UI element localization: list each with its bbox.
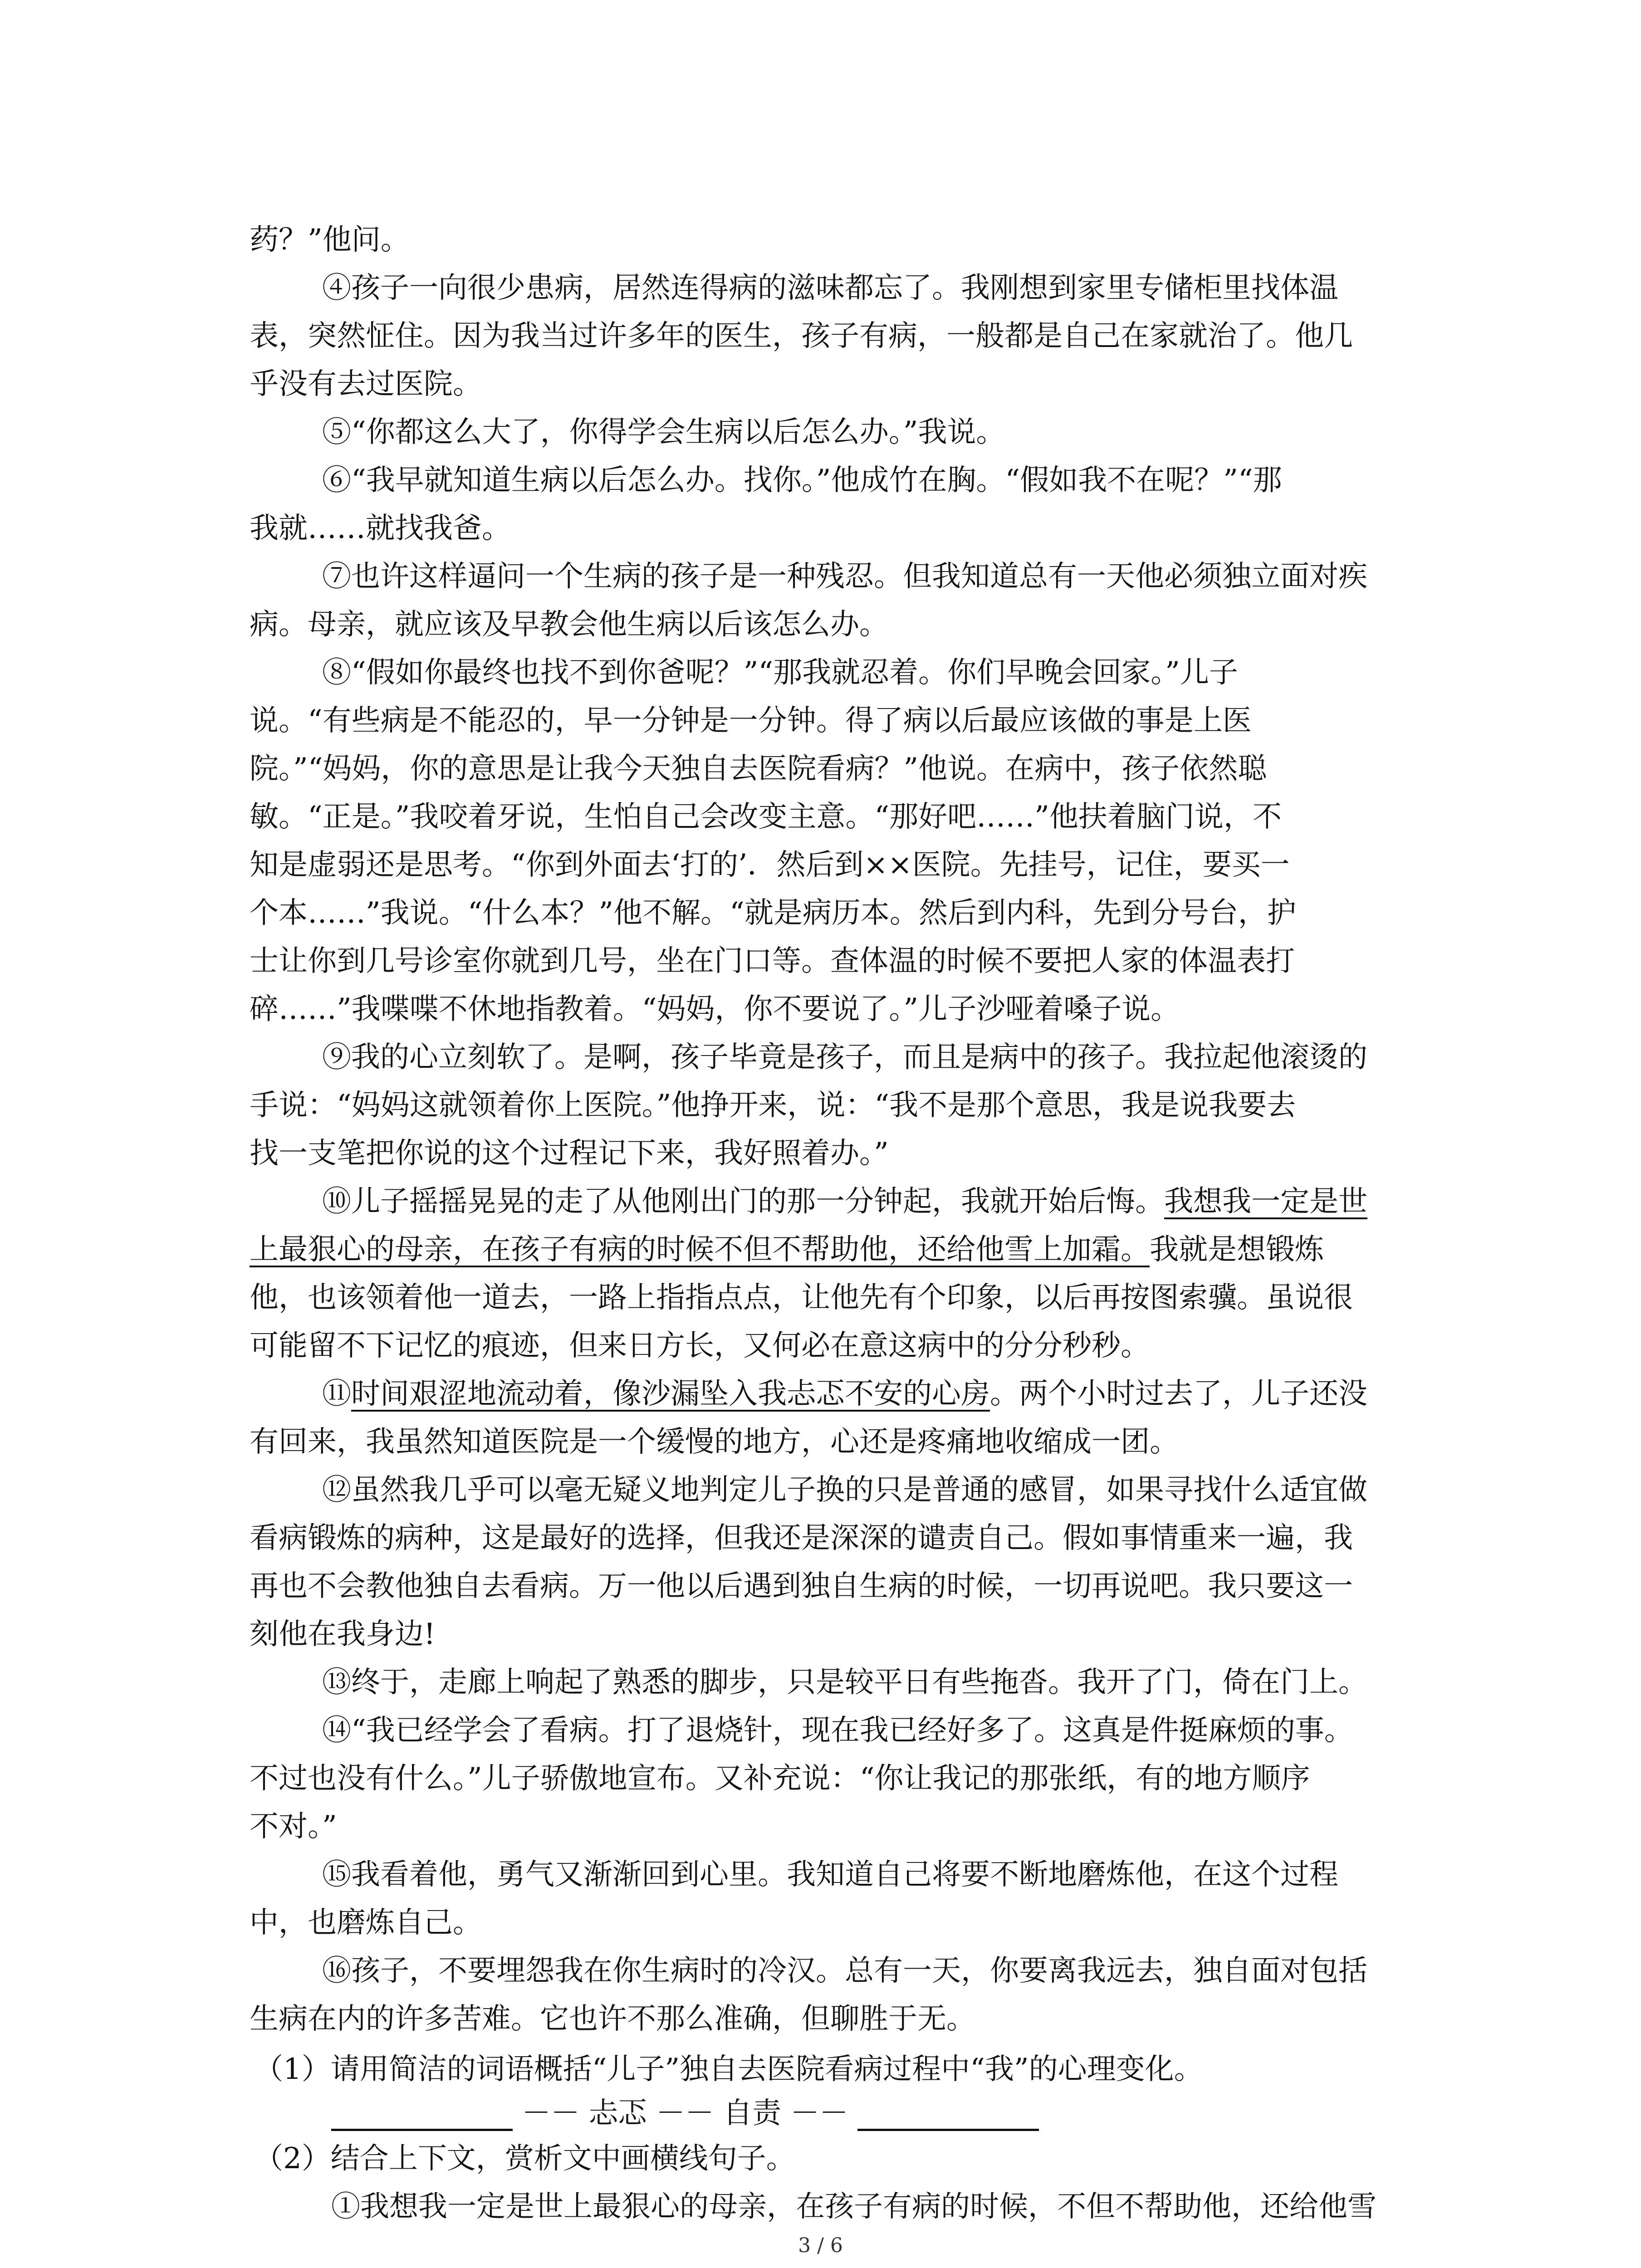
text-line: 药？”他问。 — [250, 223, 410, 257]
paragraph-8-line: ⑧“假如你最终也找不到你爸呢？”“那我就忍着。你们早晚会回家。”儿子 — [322, 656, 1238, 689]
underlined-sentence: 我想我一定是世 — [1164, 1185, 1367, 1218]
text-line: 手说：“妈妈这就领着你上医院。”他挣开来，说：“我不是那个意思，我是说我要去 — [250, 1089, 1296, 1122]
text-line: 有回来，我虽然知道医院是一个缓慢的地方，心还是疼痛地收缩成一团。 — [250, 1425, 1179, 1459]
dash: －－ — [656, 2097, 714, 2130]
text-line: 中，也磨炼自己。 — [250, 1906, 482, 1940]
text-line: 表，突然怔住。因为我当过许多年的医生，孩子有病，一般都是自己在家就治了。他几 — [250, 319, 1353, 353]
text-line: 知是虚弱还是思考。“你到外面去‘打的’．然后到××医院。先挂号，记住，要买一 — [250, 848, 1290, 882]
text-line: 院。”“妈妈，你的意思是让我今天独自去医院看病？”他说。在病中，孩子依然聪 — [250, 752, 1267, 786]
text-line: 病。母亲，就应该及早教会他生病以后该怎么办。 — [250, 608, 888, 641]
text-line: 士让你到几号诊室你就到几号，坐在门口等。查体温的时候不要把人家的体温表打 — [250, 944, 1295, 978]
text-span: 。两个小时过去了，儿子还没 — [990, 1377, 1367, 1411]
paragraph-6-line: ⑥“我早就知道生病以后怎么办。找你。”他成竹在胸。“假如我不在呢？”“那 — [322, 464, 1282, 497]
question-2: （2）结合上下文，赏析文中画横线句子。 — [254, 2142, 795, 2175]
paragraph-5-line: ⑤“你都这么大了，你得学会生病以后怎么办。”我说。 — [322, 415, 1005, 449]
dash: －－ — [790, 2097, 848, 2130]
underlined-sentence: 时间艰涩地流动着，像沙漏坠入我忐忑不安的心房 — [351, 1377, 990, 1411]
text-line: 个本……”我说。“什么本？”他不解。“就是病历本。然后到内科，先到分号台，护 — [250, 896, 1296, 930]
paragraph-10-line — [322, 1184, 1411, 1219]
paragraph-11-line — [322, 1376, 1411, 1412]
text-line: 敏。“正是。”我咬着牙说，生怕自己会改变主意。“那好吧……”他扶着脑门说，不 — [250, 800, 1282, 834]
text-line: 说。“有些病是不能忍的，早一分钟是一分钟。得了病以后最应该做的事是上医 — [250, 704, 1252, 738]
text-line: 生病在内的许多苦难。它也许不那么准确，但聊胜于无。 — [250, 2002, 975, 2036]
text-line: 刻他在我身边! — [250, 1618, 436, 1651]
underlined-sentence: 上最狠心的母亲，在孩子有病的时候不但不帮助他，还给他雪上加霜。 — [250, 1233, 1150, 1266]
text-span: ⑪ — [322, 1377, 351, 1411]
paragraph-15-line: ⑮我看着他，勇气又渐渐回到心里。我知道自己将要不断地磨炼他，在这个过程 — [322, 1858, 1338, 1892]
text-span: ⑩儿子摇摇晃晃的走了从他刚出门的那一分钟起，我就开始后悔。 — [322, 1185, 1164, 1218]
answer-blank-2[interactable] — [857, 2104, 1039, 2131]
paragraph-9-line: ⑨我的心立刻软了。是啊，孩子毕竟是孩子，而且是病中的孩子。我拉起他滚烫的 — [322, 1041, 1367, 1074]
page-number: 3 / 6 — [798, 2234, 843, 2257]
text-line: 乎没有去过医院。 — [250, 367, 482, 401]
paragraph-12-line: ⑫虽然我几乎可以毫无疑义地判定儿子换的只是普通的感冒，如果寻找什么适宜做 — [322, 1473, 1367, 1507]
paragraph-16-line: ⑯孩子，不要埋怨我在你生病时的冷汉。总有一天，你要离我远去，独自面对包括 — [322, 1954, 1367, 1988]
paragraph-7-line: ⑦也许这样逼问一个生病的孩子是一种残忍。但我知道总有一天他必须独立面对疾 — [322, 560, 1367, 593]
paragraph-13-line: ⑬终于，走廊上响起了熟悉的脚步，只是较平日有些拖沓。我开了门，倚在门上。 — [322, 1666, 1367, 1699]
paragraph-14-line: ⑭“我已经学会了看病。打了退烧针，现在我已经好多了。这真是件挺麻烦的事。 — [322, 1714, 1353, 1747]
answer-blank-1[interactable] — [331, 2104, 513, 2131]
text-line: 看病锻炼的病种，这是最好的选择，但我还是深深的谴责自己。假如事情重来一遍，我 — [250, 1521, 1353, 1555]
question-2-item-1: ①我想我一定是世上最狠心的母亲，在孩子有病的时候，不但不帮助他，还给他雪 — [331, 2190, 1376, 2224]
answer-term: 忐忑 — [589, 2097, 647, 2130]
text-line: 碎……”我喋喋不休地指教着。“妈妈，你不要说了。”儿子沙哑着嗓子说。 — [250, 992, 1180, 1026]
answer-term: 自责 — [723, 2097, 781, 2130]
text-line: 再也不会教他独自去看病。万一他以后遇到独自生病的时候，一切再说吧。我只要这一 — [250, 1569, 1353, 1603]
text-span: 我就是想锻炼 — [1150, 1233, 1324, 1266]
text-line: 可能留不下记忆的痕迹，但来日方长，又何必在意这病中的分分秒秒。 — [250, 1329, 1150, 1363]
text-line: 找一支笔把你说的这个过程记下来，我好照着办。” — [250, 1137, 889, 1170]
text-line: 不对。” — [250, 1810, 337, 1843]
text-line: 他，也该领着他一道去，一路上指指点点，让他先有个印象，以后再按图索骥。虽说很 — [250, 1281, 1353, 1315]
dash: －－ — [522, 2097, 580, 2130]
question-1: （1）请用简洁的词语概括“儿子”独自去医院看病过程中“我”的心理变化。 — [254, 2053, 1203, 2086]
text-line: 不过也没有什么。”儿子骄傲地宣布。又补充说：“你让我记的那张纸，有的地方顺序 — [250, 1762, 1310, 1795]
text-line — [250, 1232, 1411, 1267]
answer-chain — [331, 2096, 1039, 2131]
text-line: 我就……就找我爸。 — [250, 512, 511, 545]
paragraph-4-line: ④孩子一向很少患病，居然连得病的滋味都忘了。我刚想到家里专储柜里找体温 — [322, 271, 1338, 305]
